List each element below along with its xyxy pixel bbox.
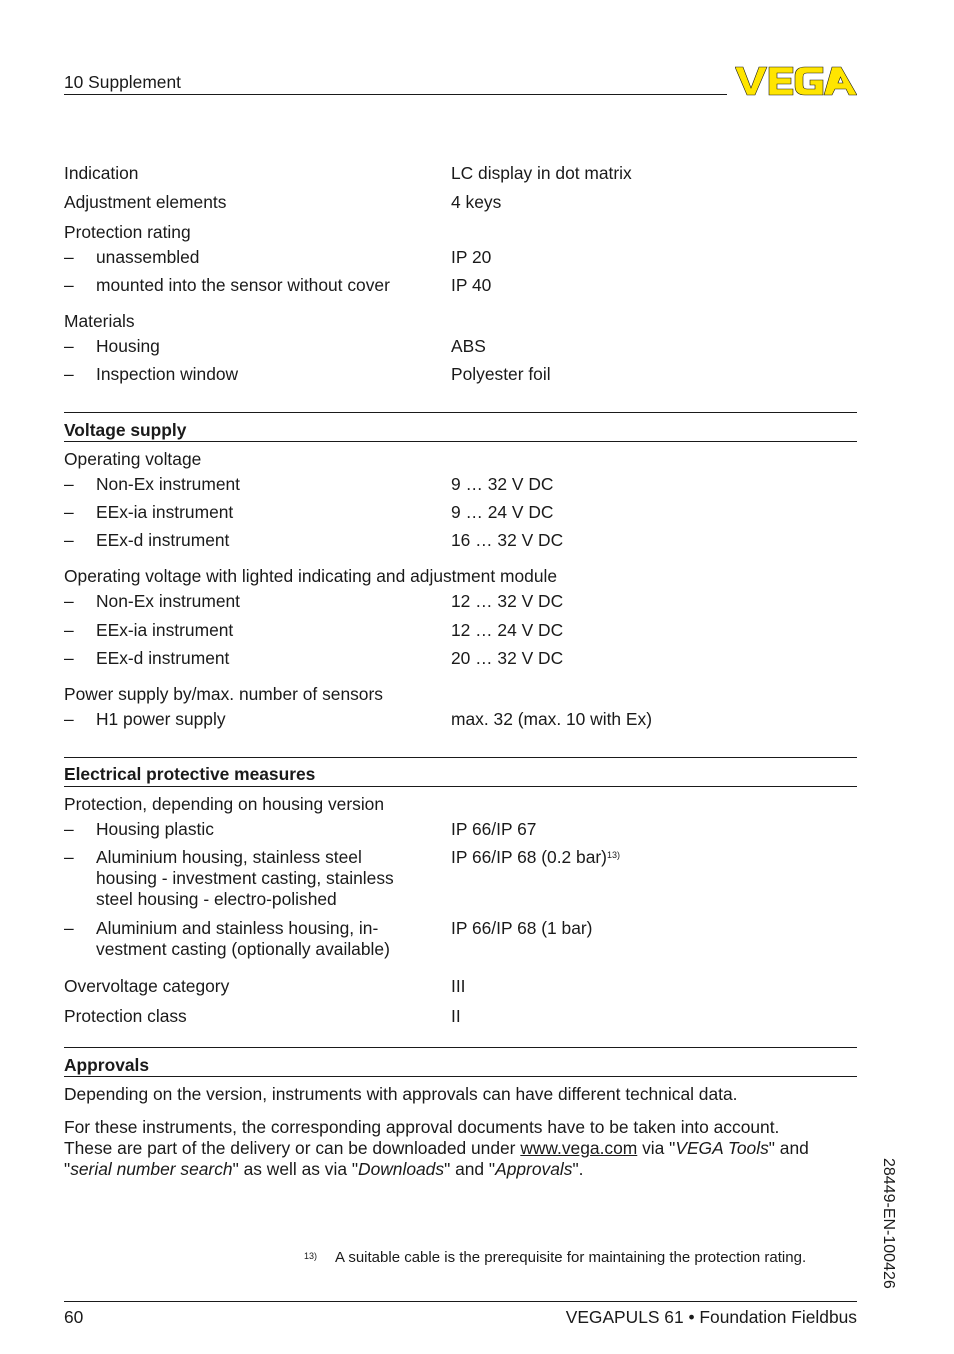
list-item-label-multiline xyxy=(96,847,394,910)
protection-rating-label: Protection rating xyxy=(64,222,191,242)
list-dash: – xyxy=(64,247,74,267)
text-run-italic: VEGA Tools xyxy=(675,1138,769,1158)
list-dash: – xyxy=(64,648,74,668)
list-item-value: 12 … 32 V DC xyxy=(451,591,564,611)
paragraph-line xyxy=(64,1138,809,1159)
list-item-value: max. 32 (max. 10 with Ex) xyxy=(451,709,653,729)
section-rule xyxy=(64,441,857,442)
protection-class-label: Protection class xyxy=(64,1006,187,1026)
list-dash: – xyxy=(64,918,74,938)
list-item-value: IP 66/IP 68 (1 bar) xyxy=(451,918,593,938)
indication-label: Indication xyxy=(64,163,139,183)
list-item-label: H1 power supply xyxy=(96,709,226,729)
vega-website-link[interactable]: www.vega.com xyxy=(520,1138,638,1158)
paragraph-line: For these instruments, the corresponding approval documents have to be taken into account. xyxy=(64,1117,780,1137)
protection-class-value: II xyxy=(451,1006,461,1026)
indication-value: LC display in dot matrix xyxy=(451,163,632,183)
label-line: vestment casting (optionally available) xyxy=(96,939,390,959)
product-name: VEGAPULS 61 • Foundation Fieldbus xyxy=(565,1307,857,1327)
value-text: IP 66/IP 68 (0.2 bar) xyxy=(451,847,607,867)
approvals-heading: Approvals xyxy=(64,1055,150,1075)
list-item-label: mounted into the sensor without cover xyxy=(96,275,390,295)
footnote-mark: 13) xyxy=(304,1251,318,1261)
list-item-value: IP 20 xyxy=(451,247,492,267)
list-item-value: 12 … 24 V DC xyxy=(451,620,564,640)
label-line: Aluminium housing, stainless steel xyxy=(96,847,362,867)
lighted-voltage-label: Operating voltage with lighted indicating and adjustment module xyxy=(64,566,558,586)
power-supply-label: Power supply by/max. number of sensors xyxy=(64,684,383,704)
vega-logo-mark xyxy=(735,64,857,98)
header-rule xyxy=(64,94,727,95)
section-header: 10 Supplement xyxy=(64,72,181,92)
list-item-label: Non-Ex instrument xyxy=(96,591,241,611)
text-run-italic: Approvals xyxy=(495,1159,573,1179)
label-line: steel housing - electro-polished xyxy=(96,889,337,909)
list-item-label: EEx-d instrument xyxy=(96,648,230,668)
text-run: " and xyxy=(768,1138,809,1158)
list-item-value: IP 40 xyxy=(451,275,492,295)
text-run: These are part of the delivery or can be downloaded under xyxy=(64,1138,521,1158)
list-dash: – xyxy=(64,591,74,611)
list-item-label: Housing xyxy=(96,336,160,356)
list-dash: – xyxy=(64,275,74,295)
list-dash: – xyxy=(64,709,74,729)
list-dash: – xyxy=(64,819,74,839)
section-rule xyxy=(64,1076,857,1077)
list-item-value: Polyester foil xyxy=(451,364,551,384)
materials-label: Materials xyxy=(64,311,135,331)
overvoltage-label: Overvoltage category xyxy=(64,976,230,996)
text-run: " as well as via " xyxy=(232,1159,359,1179)
list-item-label: Non-Ex instrument xyxy=(96,474,241,494)
list-dash: – xyxy=(64,474,74,494)
list-item-label-multiline xyxy=(96,918,390,960)
list-dash: – xyxy=(64,364,74,384)
list-dash: – xyxy=(64,502,74,522)
list-item-label: EEx-d instrument xyxy=(96,530,230,550)
voltage-supply-heading: Voltage supply xyxy=(64,420,187,440)
adjustment-value: 4 keys xyxy=(451,192,502,212)
label-line: housing - investment casting, stainless xyxy=(96,868,394,888)
text-run-italic: Downloads xyxy=(358,1159,445,1179)
approvals-paragraph: Depending on the version, instruments with approvals can have different technical data. xyxy=(64,1084,738,1104)
section-rule xyxy=(64,412,857,413)
list-dash: – xyxy=(64,620,74,640)
list-dash: – xyxy=(64,336,74,356)
overvoltage-value: III xyxy=(451,976,466,996)
text-run: ". xyxy=(572,1159,584,1179)
list-item-value: 16 … 32 V DC xyxy=(451,530,564,550)
operating-voltage-label: Operating voltage xyxy=(64,449,202,469)
page-number: 60 xyxy=(64,1307,84,1327)
list-item-label: unassembled xyxy=(96,247,200,267)
footnote-text: A suitable cable is the prerequisite for maintaining the protection rating. xyxy=(335,1249,807,1266)
label-line: Aluminium and stainless housing, in- xyxy=(96,918,379,938)
vega-logo xyxy=(735,64,857,103)
list-item-value: 20 … 32 V DC xyxy=(451,648,564,668)
electrical-heading: Electrical protective measures xyxy=(64,764,316,784)
list-item-value: IP 66/IP 67 xyxy=(451,819,537,839)
list-item-value xyxy=(451,847,620,868)
list-item-label: EEx-ia instrument xyxy=(96,620,234,640)
footnote-ref: 13) xyxy=(606,850,620,860)
approvals-paragraph xyxy=(64,1117,809,1180)
list-item-label: EEx-ia instrument xyxy=(96,502,234,522)
list-item-value: 9 … 32 V DC xyxy=(451,474,554,494)
text-run: via " xyxy=(637,1138,676,1158)
section-rule xyxy=(64,786,857,787)
paragraph-line xyxy=(64,1159,809,1180)
text-run-italic: serial number search xyxy=(70,1159,233,1179)
text-run: " and " xyxy=(444,1159,496,1179)
footer-rule xyxy=(64,1301,857,1302)
list-item-value: ABS xyxy=(451,336,486,356)
list-item-value: 9 … 24 V DC xyxy=(451,502,554,522)
protection-housing-label: Protection, depending on housing version xyxy=(64,794,385,814)
list-dash: – xyxy=(64,847,74,867)
list-item-label: Housing plastic xyxy=(96,819,214,839)
text-run: " xyxy=(64,1159,71,1179)
section-rule xyxy=(64,1047,857,1048)
document-id: 28449-EN-100426 xyxy=(880,1158,897,1289)
list-dash: – xyxy=(64,530,74,550)
adjustment-label: Adjustment elements xyxy=(64,192,227,212)
section-rule xyxy=(64,757,857,758)
list-item-label: Inspection window xyxy=(96,364,239,384)
